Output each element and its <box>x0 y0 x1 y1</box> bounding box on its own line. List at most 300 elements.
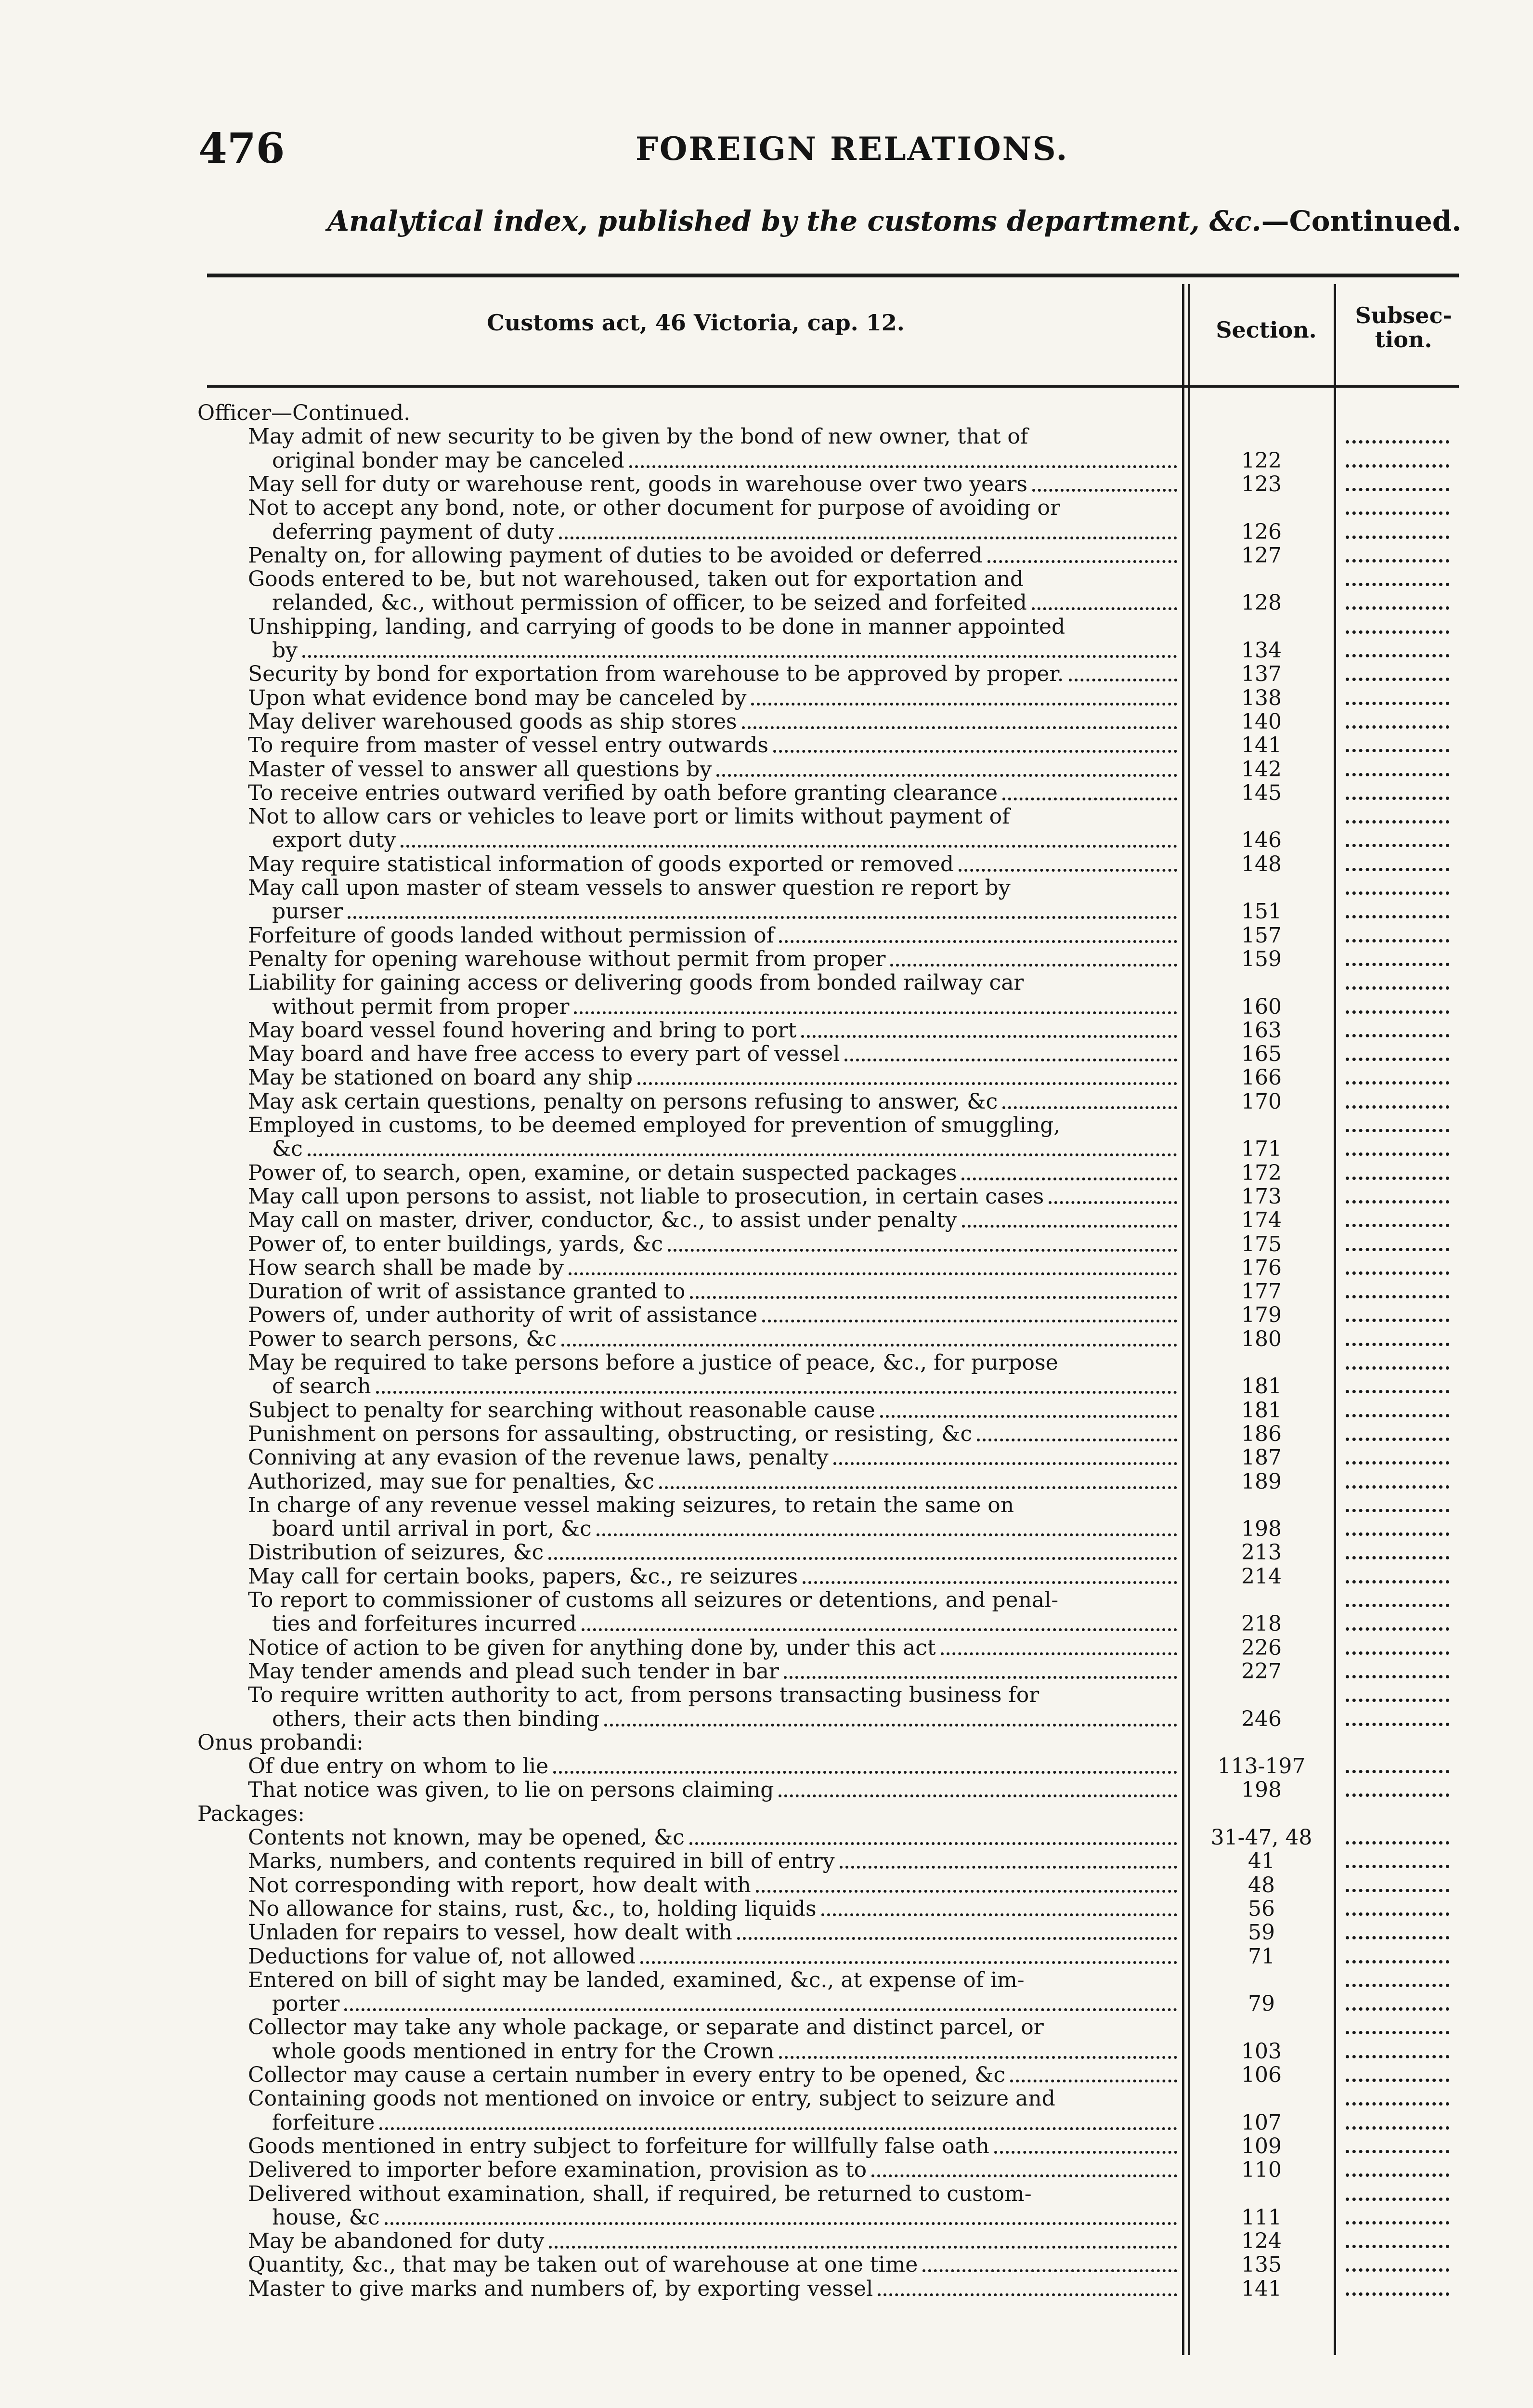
subsection-placeholder <box>1346 1387 1449 1393</box>
running-head: FOREIGN RELATIONS. <box>636 130 1069 168</box>
index-entry <box>0 1043 1533 1065</box>
index-entry <box>0 972 1533 994</box>
dot-leader <box>756 1887 1177 1893</box>
entry-text: of search <box>272 1374 371 1399</box>
subsection-placeholder <box>1346 841 1449 847</box>
dot-leader <box>833 1459 1177 1465</box>
section-number: 124 <box>1241 2229 1282 2253</box>
entry-text: original bonder may be canceled <box>272 448 624 473</box>
index-entry <box>0 2016 1533 2039</box>
index-entry <box>0 521 1533 543</box>
entry-text: In charge of any revenue vessel making seizures, to retain the same on <box>248 1493 1014 1518</box>
entry-text: To require from master of vessel entry outwards <box>248 733 768 758</box>
dot-leader <box>959 866 1177 872</box>
entry-text: Notice of action to be given for anything done by, under this act <box>248 1636 936 1660</box>
subsection-placeholder <box>1346 1624 1449 1631</box>
section-number: 181 <box>1241 1374 1282 1399</box>
index-entry <box>0 1898 1533 1920</box>
index-entry <box>0 1091 1533 1113</box>
section-number: 111 <box>1241 2205 1282 2230</box>
index-entry <box>0 901 1533 923</box>
subsection-placeholder <box>1346 1720 1449 1726</box>
entry-text: Duration of writ of assistance granted to <box>248 1279 686 1304</box>
dot-leader <box>880 1412 1177 1418</box>
dot-leader <box>840 1863 1177 1869</box>
index-entry <box>0 568 1533 590</box>
subsection-placeholder <box>1346 1363 1449 1370</box>
subsection-placeholder <box>1346 1672 1449 1678</box>
subsection-placeholder <box>1346 1292 1449 1298</box>
dot-leader <box>961 1175 1177 1180</box>
index-entry <box>0 450 1533 472</box>
entry-text: Officer—Continued. <box>197 401 411 425</box>
dot-leader <box>637 1079 1177 1085</box>
entry-text: Penalty for opening warehouse without permit from proper <box>248 947 886 971</box>
entry-text: Punishment on persons for assaulting, obstructing, or resisting, &c <box>248 1422 973 1446</box>
dot-leader <box>821 1911 1177 1916</box>
entry-text: Subject to penalty for searching without reasonable cause <box>248 1398 875 1423</box>
subsection-placeholder <box>1346 2076 1449 2082</box>
index-entry <box>0 1708 1533 1730</box>
index-entry <box>0 925 1533 947</box>
index-entry <box>0 1566 1533 1588</box>
index-entry <box>0 2230 1533 2252</box>
index-entry <box>0 1304 1533 1326</box>
subsection-placeholder <box>1346 485 1449 491</box>
subsection-placeholder <box>1346 1150 1449 1156</box>
entry-text: Conniving at any evasion of the revenue laws, penalty <box>248 1445 829 1470</box>
dot-leader <box>604 1721 1177 1727</box>
subsection-placeholder <box>1346 1506 1449 1512</box>
index-entry <box>0 1969 1533 1991</box>
subsection-placeholder <box>1346 1957 1449 1963</box>
section-number: 176 <box>1241 1256 1282 1280</box>
index-entry <box>0 1257 1533 1279</box>
entry-text: May call upon persons to assist, not liable to prosecution, in certain cases <box>248 1184 1044 1209</box>
index-entry <box>0 948 1533 970</box>
dot-leader <box>379 2124 1177 2130</box>
column-header-section: Section. <box>1216 317 1317 343</box>
subsection-placeholder <box>1346 675 1449 681</box>
section-number: 227 <box>1241 1659 1282 1684</box>
subsection-placeholder <box>1346 651 1449 657</box>
index-entry <box>0 2254 1533 2276</box>
index-entry <box>0 1114 1533 1137</box>
entry-text: deferring payment of duty <box>272 520 554 544</box>
index-entry <box>0 2088 1533 2110</box>
index-entry <box>0 1400 1533 1422</box>
dot-leader <box>762 1317 1177 1322</box>
entry-text: Master to give marks and numbers of, by exporting vessel <box>248 2277 873 2301</box>
subsection-placeholder <box>1346 1838 1449 1845</box>
dot-leader <box>890 961 1177 967</box>
index-entry <box>0 1661 1533 1683</box>
subsection-placeholder <box>1346 2290 1449 2296</box>
entry-text: No allowance for stains, rust, &c., to, holding liquids <box>248 1897 817 1921</box>
index-entry <box>0 1471 1533 1493</box>
entry-text: May be abandoned for duty <box>248 2229 545 2253</box>
entry-text: May be required to take persons before a justice of peace, &c., for purpose <box>248 1350 1058 1375</box>
dot-leader <box>668 1246 1177 1252</box>
index-entry <box>0 1946 1533 1968</box>
index-entry <box>0 663 1533 685</box>
subsection-placeholder <box>1346 1008 1449 1014</box>
section-number: 134 <box>1241 638 1282 663</box>
index-entry <box>0 1138 1533 1160</box>
subsection-placeholder <box>1346 1340 1449 1346</box>
dot-leader <box>308 1151 1177 1156</box>
entry-text: ties and forfeitures incurred <box>272 1611 577 1636</box>
entry-text: Delivered without examination, shall, if required, be returned to custom- <box>248 2182 1032 2206</box>
dot-leader <box>640 1958 1177 1964</box>
entry-text: Quantity, &c., that may be taken out of warehouse at one time <box>248 2252 918 2277</box>
subsection-placeholder <box>1346 912 1449 918</box>
section-number: 142 <box>1241 757 1282 782</box>
dot-leader <box>574 1008 1177 1014</box>
dot-leader <box>779 2053 1177 2059</box>
section-number: 198 <box>1241 1517 1282 1541</box>
subsection-placeholder <box>1346 1910 1449 1916</box>
section-number: 106 <box>1241 2063 1282 2087</box>
section-number: 137 <box>1241 662 1282 686</box>
section-number: 179 <box>1241 1303 1282 1327</box>
dot-leader <box>302 652 1177 658</box>
section-number: 246 <box>1241 1707 1282 1731</box>
entry-text: Collector may take any whole package, or separate and distinct parcel, or <box>248 2015 1044 2040</box>
entry-text: May call for certain books, papers, &c., re seizures <box>248 1564 798 1589</box>
entry-text: &c <box>272 1137 303 1161</box>
dot-leader <box>597 1531 1177 1536</box>
index-entry <box>0 1922 1533 1944</box>
subsection-placeholder <box>1346 556 1449 563</box>
section-number: 107 <box>1241 2110 1282 2135</box>
subsection-placeholder <box>1346 1031 1449 1037</box>
subsection-placeholder <box>1346 2028 1449 2034</box>
entry-text: That notice was given, to lie on persons claiming <box>248 1778 774 1802</box>
dot-leader <box>659 1483 1177 1489</box>
entry-text: Marks, numbers, and contents required in bill of entry <box>248 1849 835 1873</box>
dot-leader <box>1032 604 1177 610</box>
index-entry <box>0 853 1533 876</box>
index-entry <box>0 1352 1533 1374</box>
entry-text: May admit of new security to be given by the bond of new owner, that of <box>248 424 1028 449</box>
index-entry <box>0 1281 1533 1303</box>
subsection-placeholder <box>1346 770 1449 776</box>
entry-text: board until arrival in port, &c <box>272 1517 592 1541</box>
column-header-act: Customs act, 46 Victoria, cap. 12. <box>487 310 905 336</box>
subtitle-continued: —Continued. <box>1261 205 1462 237</box>
index-entry <box>0 1447 1533 1469</box>
entry-text: Liability for gaining access or delivering goods from bonded railway car <box>248 970 1024 995</box>
subsection-placeholder <box>1346 1269 1449 1275</box>
dot-leader <box>716 771 1177 777</box>
entry-text: Goods entered to be, but not warehoused, taken out for exportation and <box>248 567 1024 591</box>
dot-leader <box>401 842 1177 848</box>
entry-text: Packages: <box>197 1802 305 1826</box>
entry-text: Not to allow cars or vehicles to leave port or limits without payment of <box>248 804 1010 829</box>
section-number: 172 <box>1241 1161 1282 1185</box>
subsection-placeholder <box>1346 2099 1449 2106</box>
index-entry <box>0 2183 1533 2205</box>
subsection-placeholder <box>1346 1435 1449 1441</box>
entry-text: Goods mentioned in entry subject to forfeiture for willfully false oath <box>248 2134 989 2159</box>
index-entry <box>0 877 1533 899</box>
entry-text: Not corresponding with report, how dealt with <box>248 1873 751 1898</box>
subsection-placeholder <box>1346 1862 1449 1868</box>
entry-text: Master of vessel to answer all questions by <box>248 757 712 782</box>
entry-text: Power of, to search, open, examine, or detain suspected packages <box>248 1161 957 1185</box>
section-number: 213 <box>1241 1540 1282 1565</box>
index-entry <box>0 1684 1533 1706</box>
dot-leader <box>1010 2077 1177 2082</box>
section-number: 31-47, 48 <box>1210 1825 1312 1850</box>
subsection-placeholder <box>1346 1482 1449 1489</box>
subsection-placeholder <box>1346 2265 1449 2272</box>
entry-text: without permit from proper <box>272 995 570 1019</box>
dot-leader <box>784 1673 1177 1679</box>
index-entry <box>0 2278 1533 2300</box>
section-number: 128 <box>1241 590 1282 615</box>
entry-text: others, their acts then binding <box>272 1707 600 1731</box>
index-entry <box>0 1993 1533 2015</box>
section-number: 122 <box>1241 448 1282 473</box>
dot-leader <box>751 700 1177 706</box>
entry-text: How search shall be made by <box>248 1256 564 1280</box>
section-number: 163 <box>1241 1018 1282 1043</box>
subsection-placeholder <box>1346 1767 1449 1773</box>
dot-leader <box>548 1554 1177 1560</box>
subsection-placeholder <box>1346 461 1449 468</box>
entry-text: Distribution of seizures, &c <box>248 1540 544 1565</box>
index-entry <box>0 2064 1533 2086</box>
index-entry <box>0 640 1533 662</box>
dot-leader <box>348 913 1177 919</box>
subsection-placeholder <box>1346 2242 1449 2248</box>
subsection-placeholder <box>1346 983 1449 990</box>
index-entry <box>0 1850 1533 1872</box>
subsection-placeholder <box>1346 817 1449 824</box>
section-number: 226 <box>1241 1636 1282 1660</box>
section-number: 41 <box>1248 1849 1275 1873</box>
subsection-placeholder <box>1346 794 1449 800</box>
dot-leader <box>779 937 1177 943</box>
section-number: 113-197 <box>1217 1754 1306 1779</box>
subsection-placeholder <box>1346 1411 1449 1417</box>
section-number: 218 <box>1241 1611 1282 1636</box>
section-number: 103 <box>1241 2039 1282 2064</box>
subsection-placeholder <box>1346 746 1449 752</box>
index-entry <box>0 1874 1533 1897</box>
entry-text: Upon what evidence bond may be canceled by <box>248 686 747 710</box>
index-entry <box>0 2041 1533 2063</box>
index-entry <box>0 1020 1533 1042</box>
entry-text: Deductions for value of, not allowed <box>248 1944 636 1969</box>
section-number: 181 <box>1241 1398 1282 1423</box>
dot-leader <box>1002 795 1177 800</box>
entry-text: Employed in customs, to be deemed employed for prevention of smuggling, <box>248 1113 1061 1138</box>
entry-text: Power of, to enter buildings, yards, &c <box>248 1232 663 1256</box>
dot-leader <box>385 2219 1177 2225</box>
section-number: 177 <box>1241 1279 1282 1304</box>
entry-text: Not to accept any bond, note, or other document for purpose of avoiding or <box>248 496 1061 520</box>
entry-text: May sell for duty or warehouse rent, goods in warehouse over two years <box>248 472 1027 497</box>
section-number: 175 <box>1241 1232 1282 1256</box>
dot-leader <box>549 2243 1177 2249</box>
index-heading <box>0 402 1533 424</box>
subsection-placeholder <box>1346 580 1449 586</box>
index-entry <box>0 2112 1533 2134</box>
dot-leader <box>742 723 1177 729</box>
entry-text: Security by bond for exportation from warehouse to be approved by proper. <box>248 662 1064 686</box>
index-entry <box>0 545 1533 567</box>
index-entry <box>0 1589 1533 1611</box>
subsection-placeholder <box>1346 1197 1449 1204</box>
index-entry <box>0 1375 1533 1398</box>
subsection-placeholder <box>1346 603 1449 610</box>
subsection-placeholder <box>1346 2195 1449 2201</box>
section-number: 170 <box>1241 1089 1282 1114</box>
dot-leader <box>559 534 1177 539</box>
section-number: 198 <box>1241 1778 1282 1802</box>
subsection-placeholder <box>1346 1981 1449 1987</box>
dot-leader <box>569 1269 1177 1275</box>
dot-leader <box>773 747 1177 753</box>
entry-text: Collector may cause a certain number in every entry to be opened, &c <box>248 2063 1006 2087</box>
index-entry <box>0 759 1533 781</box>
dot-leader <box>629 462 1177 468</box>
entry-text: relanded, &c., without permission of officer, to be seized and forfeited <box>272 590 1027 615</box>
index-entry <box>0 687 1533 709</box>
dot-leader <box>582 1625 1177 1631</box>
index-entry <box>0 497 1533 519</box>
subsection-placeholder <box>1346 1055 1449 1061</box>
subsection-placeholder <box>1346 2218 1449 2225</box>
section-number: 165 <box>1241 1042 1282 1066</box>
section-number: 157 <box>1241 923 1282 948</box>
entry-text: May board vessel found hovering and bring to port <box>248 1018 797 1043</box>
subsection-placeholder <box>1346 1102 1449 1109</box>
subsection-placeholder <box>1346 2123 1449 2130</box>
index-entry <box>0 711 1533 733</box>
subsection-placeholder <box>1346 628 1449 634</box>
subsection-placeholder <box>1346 1316 1449 1322</box>
dot-leader <box>689 1839 1177 1845</box>
section-number: 174 <box>1241 1208 1282 1232</box>
dot-leader <box>779 1792 1177 1797</box>
section-number: 141 <box>1241 733 1282 758</box>
section-number: 166 <box>1241 1065 1282 1090</box>
subsection-placeholder <box>1346 1553 1449 1559</box>
index-entry <box>0 426 1533 448</box>
entry-text: May deliver warehoused goods as ship stores <box>248 709 737 734</box>
index-entry <box>0 1613 1533 1635</box>
entry-text: house, &c <box>272 2205 380 2230</box>
index-entry <box>0 1209 1533 1231</box>
entry-text: whole goods mentioned in entry for the Crown <box>272 2039 774 2064</box>
entry-text: May be stationed on board any ship <box>248 1065 633 1090</box>
entry-text: Entered on bill of sight may be landed, examined, &c., at expense of im- <box>248 1968 1025 1992</box>
entry-text: purser <box>272 899 343 924</box>
index-entry <box>0 1423 1533 1445</box>
entry-text: To report to commissioner of customs all seizures or detentions, and penal- <box>248 1588 1059 1612</box>
entry-text: Onus probandi: <box>197 1730 364 1755</box>
subsection-placeholder <box>1346 1791 1449 1797</box>
index-heading <box>0 1732 1533 1754</box>
index-entry <box>0 1233 1533 1256</box>
subsection-placeholder <box>1346 889 1449 895</box>
index-entry <box>0 2207 1533 2229</box>
entry-text: May tender amends and plead such tender in bar <box>248 1659 779 1684</box>
entry-text: Containing goods not mentioned on invoice or entry, subject to seizure and <box>248 2086 1055 2111</box>
subsection-placeholder <box>1346 699 1449 705</box>
subsection-placeholder <box>1346 2052 1449 2058</box>
entry-text: Unladen for repairs to vessel, how dealt with <box>248 1920 732 1945</box>
dot-leader <box>690 1293 1177 1299</box>
entry-text: Power to search persons, &c <box>248 1327 557 1351</box>
section-number: 138 <box>1241 686 1282 710</box>
index-entry <box>0 1494 1533 1517</box>
entry-text: porter <box>272 1991 340 2016</box>
index-entry <box>0 592 1533 614</box>
dot-leader <box>803 1578 1177 1584</box>
subsection-placeholder <box>1346 1245 1449 1251</box>
section-number: 160 <box>1241 995 1282 1019</box>
section-number: 146 <box>1241 828 1282 852</box>
index-entry <box>0 1186 1533 1208</box>
subsection-placeholder <box>1346 1696 1449 1702</box>
subsection-placeholder <box>1346 437 1449 444</box>
section-number: 171 <box>1241 1137 1282 1161</box>
section-number: 71 <box>1248 1944 1275 1969</box>
entry-text: Authorized, may sue for penalties, &c <box>248 1469 654 1494</box>
entry-text: Forfeiture of goods landed without permission of <box>248 923 774 948</box>
page-number: 476 <box>198 124 285 173</box>
section-number: 48 <box>1248 1873 1275 1898</box>
index-entry <box>0 1637 1533 1659</box>
section-number: 140 <box>1241 709 1282 734</box>
subsection-placeholder <box>1346 1458 1449 1465</box>
subsection-placeholder <box>1346 1933 1449 1939</box>
entry-text: To require written authority to act, from persons transacting business for <box>248 1683 1039 1707</box>
subsection-placeholder <box>1346 1174 1449 1180</box>
dot-leader <box>376 1388 1177 1394</box>
entry-text: May require statistical information of goods exported or removed <box>248 852 954 877</box>
entry-text: Of due entry on whom to lie <box>248 1754 549 1779</box>
subsection-placeholder <box>1346 1126 1449 1132</box>
section-number: 180 <box>1241 1327 1282 1351</box>
dot-leader <box>994 2148 1177 2154</box>
index-entry <box>0 829 1533 851</box>
entry-text: May call upon master of steam vessels to answer question re report by <box>248 876 1011 900</box>
section-number: 159 <box>1241 947 1282 971</box>
section-number: 79 <box>1248 1991 1275 2016</box>
section-number: 189 <box>1241 1469 1282 1494</box>
dot-leader <box>878 2290 1177 2296</box>
entry-text: Contents not known, may be opened, &c <box>248 1825 685 1850</box>
index-entry <box>0 806 1533 828</box>
entry-text: Powers of, under authority of writ of assistance <box>248 1303 758 1327</box>
index-entry <box>0 1779 1533 1801</box>
dot-leader <box>962 1222 1177 1228</box>
subsection-placeholder <box>1346 1221 1449 1227</box>
dot-leader <box>553 1768 1177 1774</box>
section-number: 123 <box>1241 472 1282 497</box>
index-entry <box>0 1755 1533 1778</box>
section-number: 110 <box>1241 2158 1282 2182</box>
section-number: 173 <box>1241 1184 1282 1209</box>
subsection-placeholder <box>1346 1078 1449 1085</box>
section-number: 187 <box>1241 1445 1282 1470</box>
